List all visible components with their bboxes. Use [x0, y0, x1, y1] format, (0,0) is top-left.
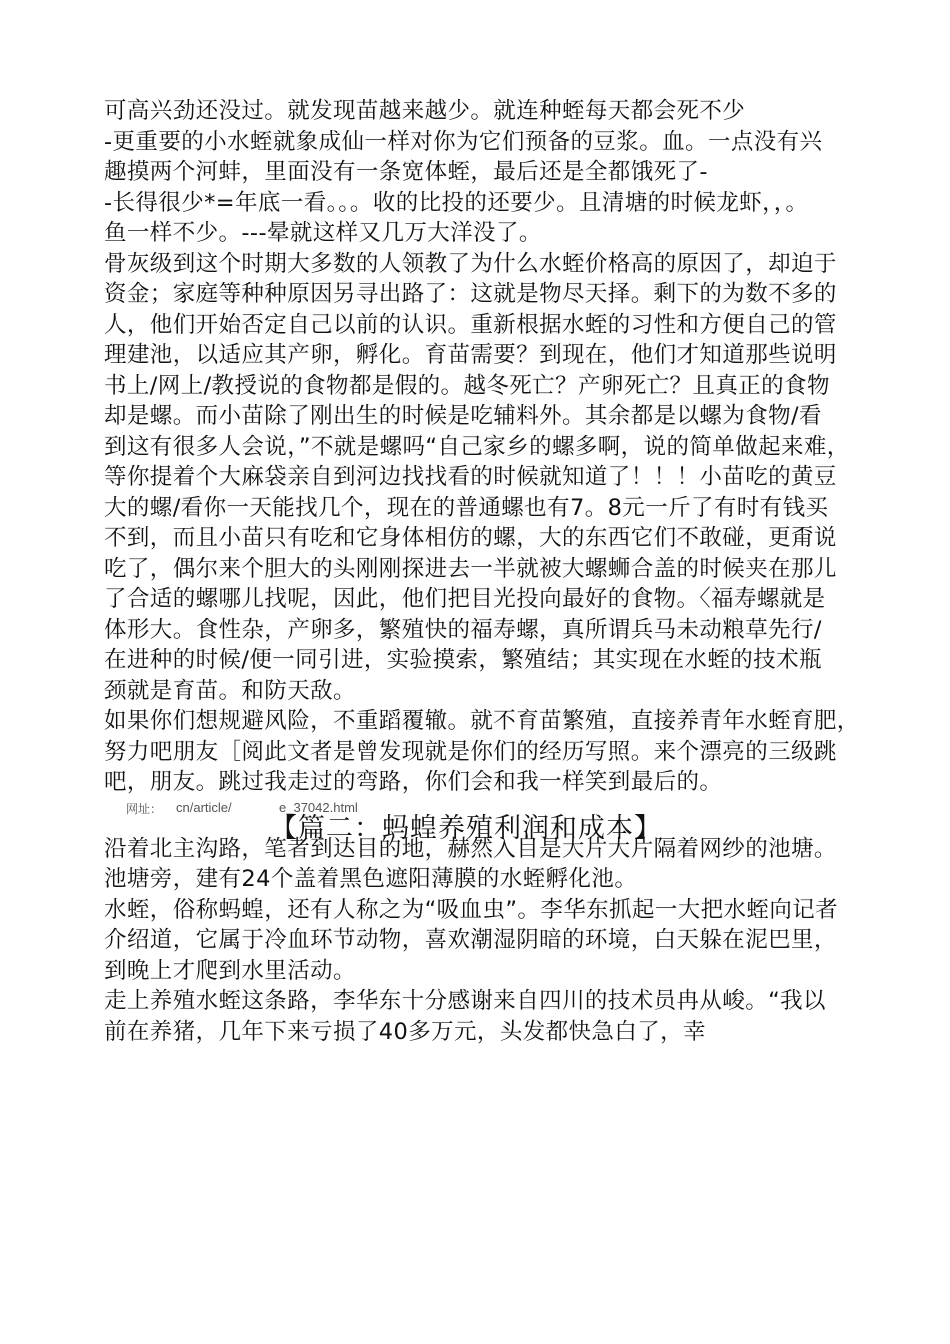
text-line: 理建池，以适应其产卵，孵化。育苗需要？到现在，他们才知道那些说明: [104, 342, 837, 368]
text-line: 吃了，偶尔来个胆大的头刚刚探进去一半就被大螺蛳合盖的时候夹在那儿: [104, 555, 837, 582]
text-line: -长得很少*=年底一看。。。收的比投的还要少。且清塘的时候龙虾，，。: [104, 189, 809, 216]
url-fragment: e_37042.html: [279, 799, 358, 815]
text-line: 到这有很多人会说，”不就是螺吗“自己家乡的螺多啊，说的简单做起来难，: [104, 433, 850, 460]
text-line: 池塘旁，建有24个盖着黑色遮阳薄膜的水蛭孵化池。: [104, 866, 638, 892]
text-line: 在进种的时候/便一同引进，实验摸索，繁殖结；其实现在水蛭的技术瓶: [104, 647, 822, 673]
text-line: 大的螺/看你一天能找几个，现在的普通螺也有7。8元一斤了有时有钱买: [104, 494, 829, 521]
text-line: 到晚上才爬到水里活动。: [104, 957, 356, 984]
text-line: 吧，朋友。跳过我走过的弯路，你们会和我一样笑到最后的。: [104, 769, 723, 795]
text-line: 水蛭，俗称蚂蝗，还有人称之为“吸血虫”。李华东抓起一大把水蛭向记者: [104, 896, 839, 923]
text-line: 却是螺。而小苗除了刚出生的时候是吃辅料外。其余都是以螺为食物/看: [104, 403, 822, 429]
text-line: 努力吧朋友［阅此文者是曾发现就是你们的经历写照。来个漂亮的三级跳: [104, 738, 837, 765]
text-line: 介绍道，它属于冷血环节动物，喜欢潮湿阴暗的环境，白天躲在泥巴里，: [104, 927, 837, 953]
text-line: 了合适的螺哪儿找呢，因此，他们把目光投向最好的食物。〈福寿螺就是: [104, 586, 826, 612]
text-line: -更重要的小水蛭就象成仙一样对你为它们预备的豆浆。血。一点没有兴: [104, 128, 823, 155]
text-line: 资金；家庭等种种原因另寻出路了：这就是物尽天择。剩下的为数不多的: [104, 281, 837, 307]
url-heading-row: [104, 798, 864, 844]
text-line: 体形大。食性杂，产卵多，繁殖快的福寿螺，真所谓兵马未动粮草先行/: [104, 616, 822, 643]
text-line: 不到，而且小苗只有吃和它身体相仿的螺，大的东西它们不敢碰，更甭说: [104, 525, 837, 551]
text-block-bottom: [104, 834, 864, 1048]
text-line: 鱼一样不少。---晕就这样又几万大洋没了。: [104, 220, 542, 246]
text-line: 书上/网上/教授说的食物都是假的。越冬死亡？产卵死亡？且真正的食物: [104, 372, 830, 399]
text-line: 趣摸两个河蚌，里面没有一条宽体蛭，最后还是全都饿死了-: [104, 159, 708, 185]
document-page: [104, 96, 864, 1047]
text-line: 如果你们想规避风险，不重蹈覆辙。就不育苗繁殖，直接养青年水蛭育肥，: [104, 708, 860, 734]
text-line: 走上养殖水蛭这条路，李华东十分感谢来自四川的技术员冉从峻。“我以: [104, 988, 826, 1014]
text-line: 可高兴劲还没过。就发现苗越来越少。就连种蛭每天都会死不少: [104, 98, 746, 124]
text-line: 颈就是育苗。和防天敌。: [104, 677, 356, 704]
text-line: 骨灰级到这个时期大多数的人领教了为什么水蛭价格高的原因了，却迫于: [104, 250, 837, 277]
text-line: 人，他们开始否定自己以前的认识。重新根据水蛭的习性和方便自己的管: [104, 311, 837, 338]
url-label: 网址：: [126, 801, 163, 816]
section-heading: 【篇二：蚂蝗养殖利润和成本】: [270, 812, 662, 844]
text-line: 沿着北主沟路，笔者到达目的地，赫然入目是大片大片隔着网纱的池塘。: [104, 835, 837, 862]
text-line: 前在养猪，几年下来亏损了40多万元，头发都快急白了，幸: [104, 1018, 706, 1045]
text-line: 等你提着个大麻袋亲自到河边找找看的时候就知道了！！！小苗吃的黄豆: [104, 464, 837, 490]
url-fragment: cn/article/: [176, 799, 232, 815]
text-block-top: [104, 96, 864, 798]
